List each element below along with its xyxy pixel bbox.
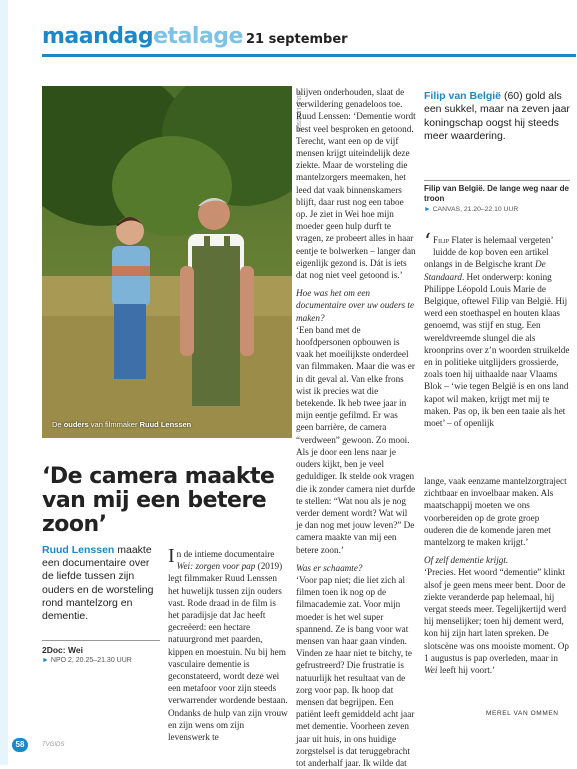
photo-credit: RUUD LENSSEN <box>295 92 301 132</box>
tv-listing-title: 2Doc: Wei <box>42 640 160 655</box>
interview-question: Hoe was het om een documentaire over uw ouders te maken? <box>296 288 415 323</box>
tv-listing-wei <box>42 640 160 664</box>
tv-listing-filip <box>424 180 570 213</box>
filip-article: ‘ Filip Flater is helemaal vergeten’ luidde de kop boven een artikel onlangs in de Belgische krant De Standaard. Het onderwerp: koning Philippe Léopold Louis Marie de Belgique, oftewel Filip van België. Hij werd een stoethaspel en houten klaas genoemd, was stijf en stug. Een wereldvreemde slungel die als kroonprins over z’n woorden struikelde en in politieke uitglijders grossierde, zoals toen hij uithaalde naar Vlaams Blok – ‘wie tegen België is en ons land kapot wil maken, krijgt met mij te maken. Pas op, ik ben een taaie als het moet’ – of openlijk <box>424 230 570 429</box>
play-triangle-icon: ► <box>42 657 49 664</box>
interview-question: Of zelf dementie krijgt. <box>424 555 509 566</box>
interview-question: Was er schaamte? <box>296 562 363 573</box>
author-byline: MEREL VAN OMMEN <box>486 710 559 717</box>
play-triangle-icon: ► <box>424 206 431 213</box>
tv-listing-info: ► CANVAS, 21.20–22.10 UUR <box>424 206 519 213</box>
tv-listing-info: ► NPO 2, 20.25–21.30 UUR <box>42 657 132 664</box>
header-rule <box>42 54 576 57</box>
magazine-logo: TVGIDS <box>42 742 65 748</box>
side-stripe <box>0 0 8 765</box>
header-date: 21 september <box>246 32 348 47</box>
article-column-1: In de intieme documentaire Wei: zorgen voor pap (2019) legt filmmaker Ruud Lenssen het huwelijk tussen zijn ouders vast. Rode draad in de film is het paradijsje dat Jac heeft gecreëerd: een hectare natuurgrond met paarden, kippen en moestuin. Nu bij hem vasculaire dementie is geconstateerd, wordt deze wei een metafoor voor zijn steeds verwarrender wordende bestaan. Ondanks de hulp van zijn vrouw en zijn wens om zijn levenswerk te <box>168 545 288 743</box>
pull-quote: ‘De camera maakte van mij een betere zoon’ <box>42 464 275 537</box>
photo-illustration <box>42 86 292 438</box>
open-quote-mark: ‘ <box>424 230 431 255</box>
page-number: 58 <box>12 738 28 752</box>
article-column-2: blijven onderhouden, slaat de verwildering genadeloos toe. Ruud Lenssen: ‘Dementie wordt best veel besproken en getoond. Terecht, want een op de vijf mensen krijgt uiteindelijk deze ziekte. Maar de worsteling die mantelzorgers meemaken, het leed dat vaak binnenskamers blijft, daar rust nog een taboe op. Je ziet in Wei hoe mijn moeder geen hulp durft te vragen, ze probeert alles in haar eentje te bolwerken – langer dan eigenlijk gezond is. Dát is iets dat nog niet veel getoond is.’ Hoe was het om een documentaire over uw ouders te maken? ‘Een band met de hoofdpersonen opbouwen is vaak het moeilijkste onderdeel van filmmaken. Maar die was er in dit geval al. Van elke frons wist ik precies wat die betekende. Ik heb twee jaar in mijn eentje gefilmd. Er was geen barrière, de camera “verdween” gewoon. Zo mooi. Als je door een lens naar je ouders kijkt, ben je veel geduldiger. Ik stelde ook vragen die ik zonder camera niet durfde te stellen: “Wat nou als je nog verder dement wordt? Wat wil je dan nog met jouw leven?” De camera maakte van mij een betere zoon.’ Was er schaamte? ‘Voor pap niet; die liet zich al filmen toen ik nog op de filmacademie zat. Voor mijn moeder is het wel super spannend. Ze is bang voor wat mensen van haar gaan vinden. Vinden ze haar niet te bitchy, te gefrustreerd? Die frustratie is natuurlijk het resultaat van de zorg voor pap. Ik hoop dat mensen dat begrijpen. Een patiënt leeft gemiddeld acht jaar met dementie. Voorheen zeven jaar uit huis, in ons huidige zorgstelsel is dat teruggebracht tot anderhalf jaar. Ik wilde dat <box>296 87 416 768</box>
tv-listing-title: Filip van België. De lange weg naar de troon <box>424 180 570 204</box>
filip-intro: Filip van België (60) gold als een sukkel, maar na zeven jaar koningschap oogst hij steeds meer waardering. <box>424 90 570 143</box>
article-column-3: lange, vaak eenzame mantelzorgtraject zichtbaar en invoelbaar maken. Als maatschappij moeten we ons voorbereiden op de grote groep ouderen die de komende jaren met mantelzorg te maken krijgt.’ Of zelf dementie krijgt. ‘Precies. Het woord “dementie” klinkt alsof je geen mens meer bent. Door de ziekte veranderde pap helemaal, hij vergat steeds meer. Tegelijkertijd werd hij menselijker; toen hij dement werd, kon hij zijn hart laten spreken. De slotscène was ons mooiste moment. Op 1 augustus is pap overleden, maar in Wei leeft hij voort.’ <box>424 476 569 676</box>
section-title: maandagetalage <box>42 24 243 49</box>
photo-caption: De ouders van filmmaker Ruud Lenssen <box>52 420 192 429</box>
photo-parents <box>42 86 292 438</box>
article-intro: Ruud Lenssen maakte een documentaire over de liefde tussen zijn ouders en de worsteling rond mantelzorg en dementie. <box>42 544 154 623</box>
drop-cap: I <box>168 545 175 567</box>
